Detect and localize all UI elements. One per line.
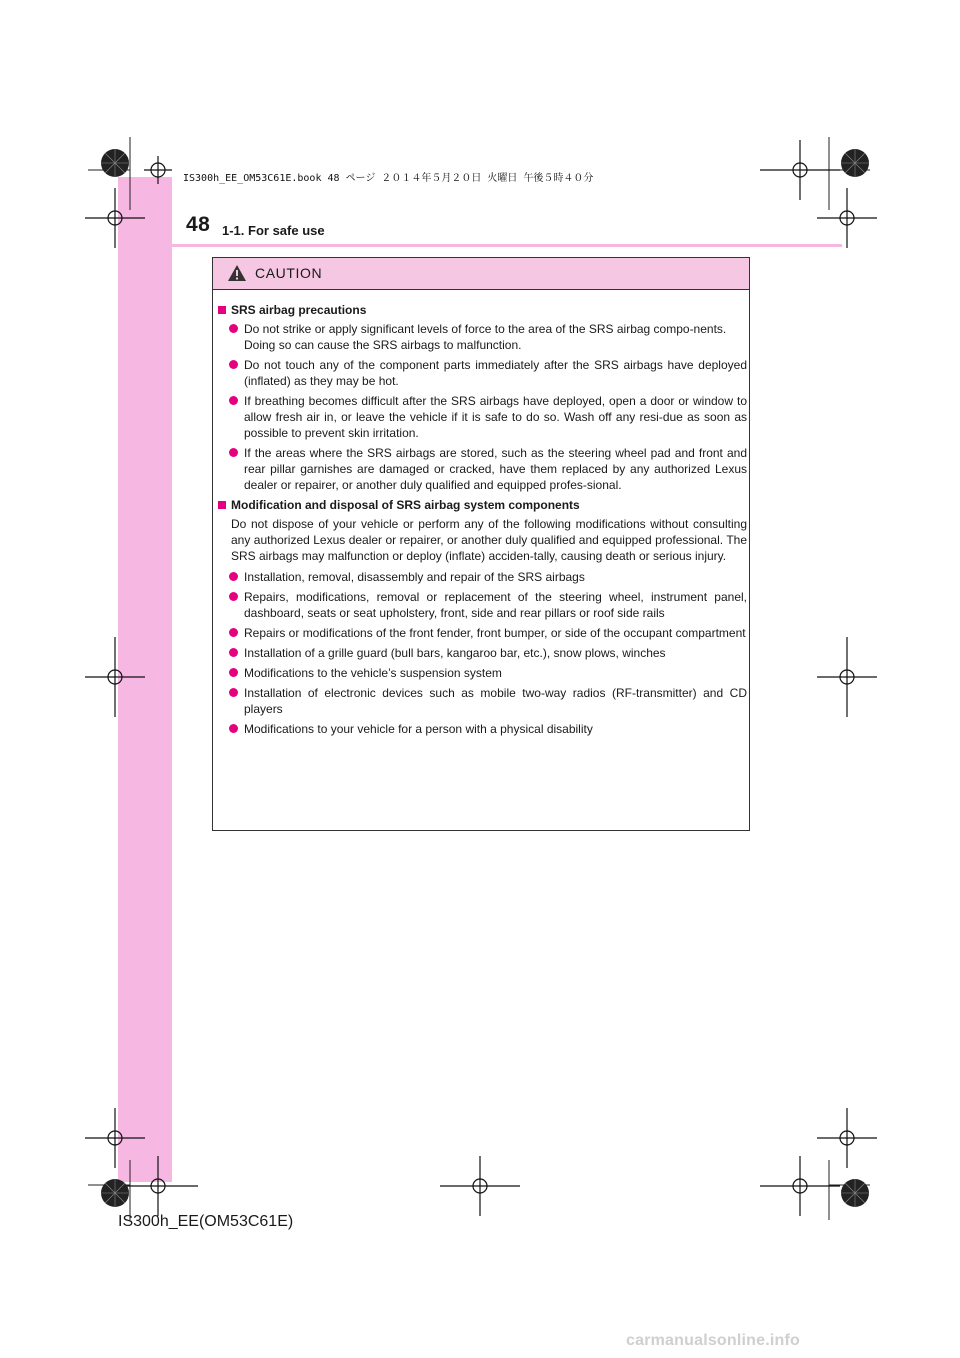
section-intro: Do not dispose of your vehicle or perform any of the following modifications without consulting any authorized Lexus dealer or repairer, or another duly qualified and equipped professional. The SRS airbags may malfunction or deploy (inflate) acciden-tally, causing death or serious injury. <box>231 517 747 563</box>
round-bullet-icon <box>229 324 238 333</box>
manual-code: IS300h_EE(OM53C61E) <box>118 1213 294 1230</box>
section-heading: SRS airbag precautions <box>217 302 747 318</box>
round-bullet-icon <box>229 360 238 369</box>
section-title: 1-1. For safe use <box>222 223 325 238</box>
round-bullet-icon <box>229 572 238 581</box>
round-bullet-icon <box>229 668 238 677</box>
square-bullet-icon <box>218 501 226 509</box>
list-item: Repairs, modifications, removal or replacement of the steering wheel, instrument panel, dashboard, seats or seat upholstery, front, side and rear pillars or roof side rails <box>217 589 747 621</box>
list-item: Do not strike or apply significant levels of force to the area of the SRS airbag compo-nents. Doing so can cause the SRS airbags to malfunction. <box>217 321 747 353</box>
round-bullet-icon <box>229 688 238 697</box>
round-bullet-icon <box>229 628 238 637</box>
book-file-stamp: IS300h_EE_OM53C61E.book 48 ページ ２０１４年５月２０日 火曜日 午後５時４０分 <box>183 173 594 184</box>
round-bullet-icon <box>229 396 238 405</box>
list-item: Do not touch any of the component parts immediately after the SRS airbags have deployed (inflated) as they may be hot. <box>217 357 747 389</box>
page-number: 48 <box>186 213 211 236</box>
section-srs-precautions <box>217 302 747 493</box>
list-item: Repairs or modifications of the front fender, front bumper, or side of the occupant compartment <box>217 625 747 641</box>
list-item: If breathing becomes difficult after the SRS airbags have deployed, open a door or window to allow fresh air in, or leave the vehicle if it is safe to do so. Wash off any resi-due as soon as possible to prevent skin irritation. <box>217 393 747 441</box>
list-item: Modifications to your vehicle for a person with a physical disability <box>217 721 747 737</box>
round-bullet-icon <box>229 648 238 657</box>
caution-body <box>217 302 747 741</box>
round-bullet-icon <box>229 592 238 601</box>
round-bullet-icon <box>229 448 238 457</box>
section-heading: Modification and disposal of SRS airbag system components <box>217 497 747 513</box>
list-item: Installation of a grille guard (bull bars, kangaroo bar, etc.), snow plows, winches <box>217 645 747 661</box>
list-item: Installation, removal, disassembly and repair of the SRS airbags <box>217 569 747 585</box>
caution-title: CAUTION <box>255 265 323 281</box>
list-item: Modifications to the vehicle’s suspension system <box>217 665 747 681</box>
section-modification-disposal <box>217 497 747 737</box>
site-watermark: carmanualsonline.info <box>626 1332 801 1349</box>
caution-header <box>213 258 749 290</box>
list-item: If the areas where the SRS airbags are stored, such as the steering wheel pad and front and rear pillar garnishes are damaged or cracked, have them replaced by any authorized Lexus dealer or repairer, or another duly qualified and equipped profes-sional. <box>217 445 747 493</box>
square-bullet-icon <box>218 306 226 314</box>
round-bullet-icon <box>229 724 238 733</box>
caution-box <box>212 257 750 831</box>
list-item: Installation of electronic devices such as mobile two-way radios (RF-transmitter) and CD players <box>217 685 747 717</box>
warning-triangle-icon <box>227 264 247 282</box>
